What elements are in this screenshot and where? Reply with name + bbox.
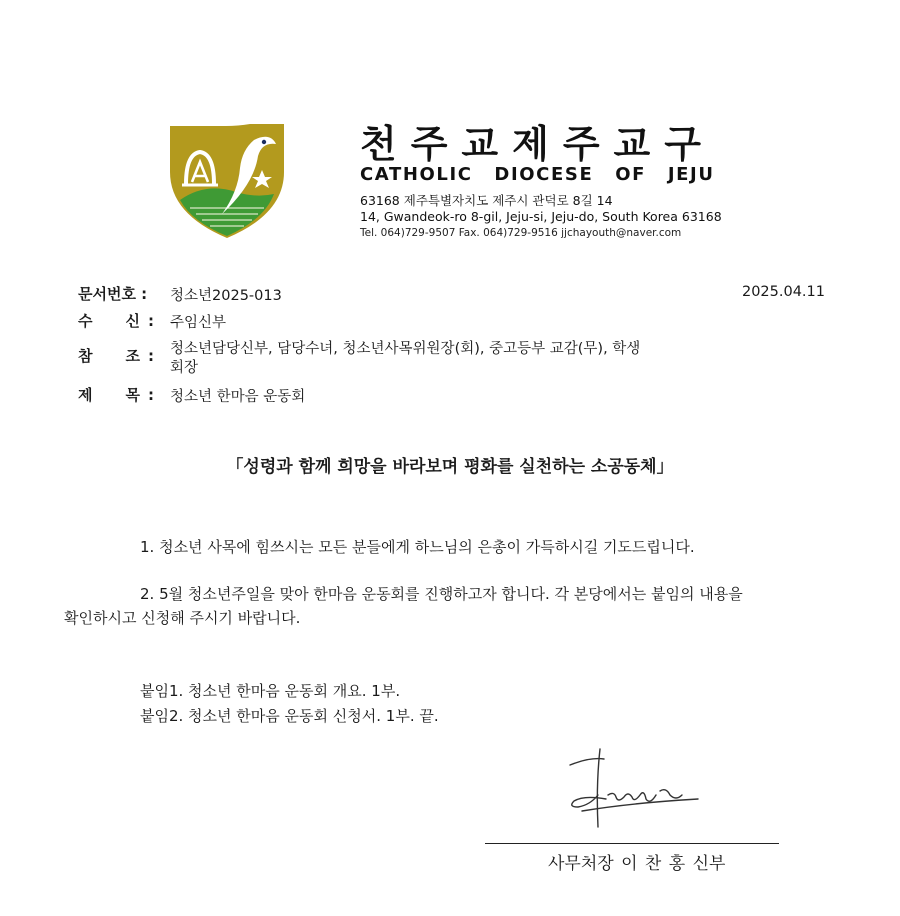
doc-number: 청소년2025-013 [170,288,282,304]
doc-number-label: 문서번호 : [78,285,148,303]
contact-info: Tel. 064)729-9507 Fax. 064)729-9516 jjchayouth@naver.com [360,227,682,239]
subject-label: 제 목 : [78,386,154,404]
org-name-korean: 천주교제주교구 [360,122,715,166]
paragraph-2-line-1: 2. 5월 청소년주일을 맞아 한마음 운동회를 진행하고자 합니다. 각 본당에서는 붙임의 내용을 [140,585,743,603]
subject: 청소년 한마음 운동회 [170,389,306,405]
signature-line [485,843,779,844]
attachment-1: 붙임1. 청소년 한마음 운동회 개요. 1부. [140,682,401,700]
recipient: 주임신부 [170,315,227,331]
cc-label: 참 조 : [78,347,154,365]
slogan: 「성령과 함께 희망을 바라보며 평화를 실천하는 소공동체」 [226,457,674,477]
document-date: 2025.04.11 [741,284,825,300]
org-name-english: CATHOLIC DIOCESE OF JEJU [360,164,715,185]
diocese-logo [166,122,288,240]
cc-line-1: 청소년담당신부, 담당수녀, 청소년사목위원장(회), 중고등부 교감(무), 학생 [170,341,641,357]
attachment-2: 붙임2. 청소년 한마음 운동회 신청서. 1부. 끝. [140,707,439,725]
cc-line-2: 회장 [170,360,199,376]
signer-name: 사무처장 이 찬 홍 신부 [548,854,726,874]
paragraph-2-line-2: 확인하시고 신청해 주시기 바랍니다. [64,609,301,627]
handwritten-signature [560,745,710,835]
address-korean: 63168 제주특별자치도 제주시 관덕로 8길 14 [360,193,613,208]
address-english: 14, Gwandeok-ro 8-gil, Jeju-si, Jeju-do, South Korea 63168 [360,209,722,224]
recipient-label: 수 신 : [78,312,154,330]
paragraph-1: 1. 청소년 사목에 힘쓰시는 모든 분들에게 하느님의 은총이 가득하시길 기도드립니다. [140,538,695,556]
